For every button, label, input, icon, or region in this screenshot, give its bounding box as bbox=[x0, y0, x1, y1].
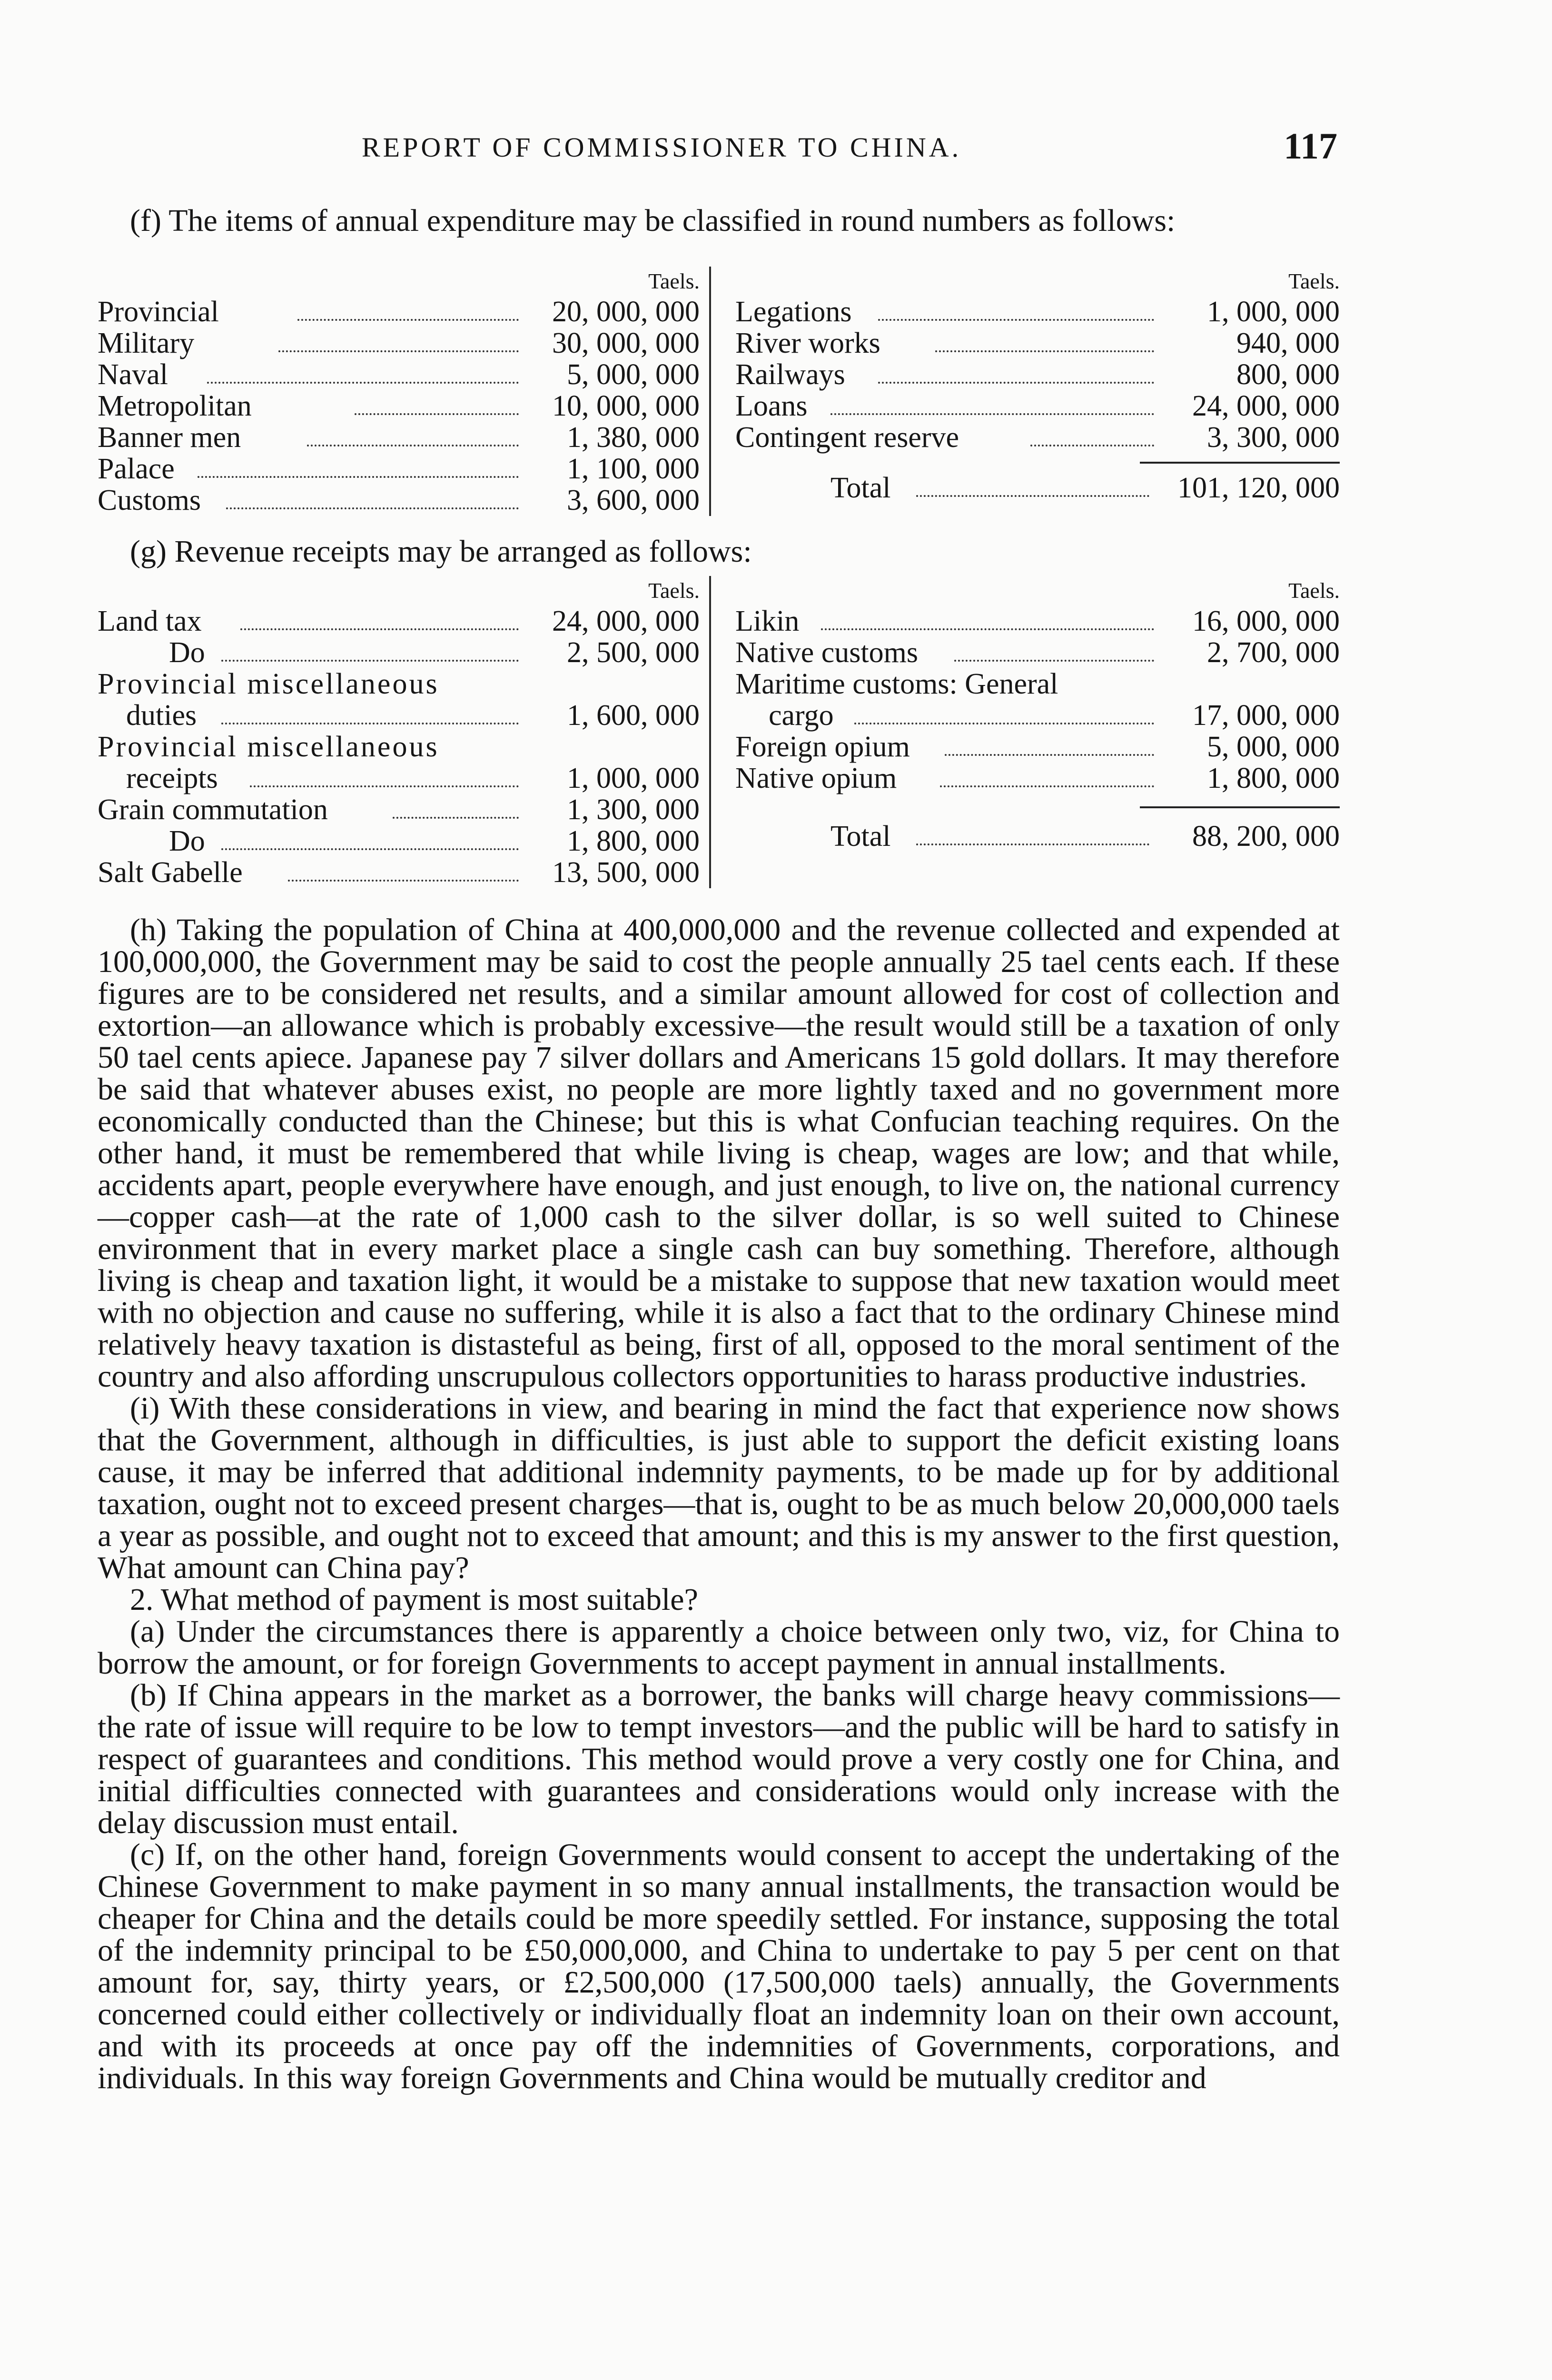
row-value: 16, 000, 000 bbox=[1192, 605, 1340, 637]
body-text bbox=[98, 914, 1340, 2094]
paragraph-b: (b) If China appears in the market as a borrower, the banks will charge heavy commissions—the rate of issue will require to be low to tempt investors—and the public will be hard to satisfy in respect of guarantees and conditions. This method would prove a very costly one for China, and initial difficulties connected with guarantees and considerations would only increase with the delay discussion must entail. bbox=[98, 1678, 1340, 1840]
unit-label: Taels. bbox=[648, 578, 700, 603]
row-label: Contingent reserve bbox=[735, 421, 959, 454]
row-label: Grain commutation bbox=[98, 793, 328, 826]
table-row bbox=[735, 763, 1340, 794]
row-label: Foreign opium bbox=[735, 731, 910, 763]
row-value: 940, 000 bbox=[1236, 327, 1340, 359]
paragraph-a: (a) Under the circumstances there is apparently a choice between only two, viz, for China to borrow the amount, or for foreign Governments to accept payment in annual installments. bbox=[98, 1614, 1340, 1681]
total-label: Total bbox=[830, 820, 891, 853]
row-value: 5, 000, 000 bbox=[1207, 731, 1340, 763]
table-row bbox=[98, 296, 709, 327]
row-label: duties bbox=[126, 699, 197, 732]
table-row bbox=[735, 390, 1340, 422]
table-row bbox=[735, 605, 1340, 637]
table-row bbox=[98, 857, 709, 888]
row-label: Salt Gabelle bbox=[98, 856, 243, 889]
table-row bbox=[98, 485, 709, 516]
row-label: Provincial bbox=[98, 296, 219, 328]
paragraph-c: (c) If, on the other hand, foreign Governments would consent to accept the undertaking of the Chinese Government to make payment in so many annual installments, the transaction would be cheaper for China and the details could be more speedily settled. For instance, supposing the total of the indemnity principal to be £50,000,000, and China to undertake to pay 5 per cent on that amount for, say, thirty years, or £2,500,000 (17,500,000 taels) annually, the Governments concerned could either collectively or individually float an indemnity loan on their own account, and with its proceeds at once pay off the indemnities of Governments, corporations, and individuals. In this way foreign Governments and China would be mutually creditor and bbox=[98, 1837, 1340, 2095]
row-label: Loans bbox=[735, 390, 808, 422]
row-value: 2, 700, 000 bbox=[1207, 636, 1340, 669]
row-value: 24, 000, 000 bbox=[1192, 390, 1340, 422]
row-label: cargo bbox=[769, 699, 834, 732]
table-row bbox=[735, 700, 1340, 731]
row-value: 2, 500, 000 bbox=[567, 636, 700, 669]
row-label: Provincial miscellaneous bbox=[98, 731, 439, 763]
question-2: 2. What method of payment is most suitable? bbox=[130, 1582, 698, 1617]
table-row bbox=[735, 637, 1340, 668]
row-value: 1, 300, 000 bbox=[567, 793, 700, 826]
running-head: REPORT OF COMMISSIONER TO CHINA. bbox=[362, 132, 962, 163]
row-value: 1, 800, 000 bbox=[567, 825, 700, 857]
total-row bbox=[735, 472, 1340, 504]
table-row bbox=[735, 327, 1340, 359]
table-row bbox=[98, 668, 709, 700]
row-label: River works bbox=[735, 327, 880, 359]
table-row bbox=[98, 637, 709, 668]
row-label: Do bbox=[169, 825, 205, 857]
table-row bbox=[735, 668, 1340, 700]
table-row bbox=[98, 327, 709, 359]
total-value: 101, 120, 000 bbox=[1177, 472, 1340, 504]
table-row bbox=[98, 825, 709, 857]
row-value: 10, 000, 000 bbox=[552, 390, 700, 422]
row-value: 800, 000 bbox=[1236, 358, 1340, 391]
row-value: 1, 800, 000 bbox=[1207, 762, 1340, 794]
table-row bbox=[98, 794, 709, 825]
table-row bbox=[98, 731, 709, 763]
paragraph-h: (h) Taking the population of China at 400,000,000 and the revenue collected and expended at 100,000,000, the Government may be said to cost the people annually 25 tael cents each. If these figures are to be considered net results, and a similar amount allowed for cost of collection and extortion—an allowance which is probably excessive—the result would still be a taxation of only 50 tael cents apiece. Japanese pay 7 silver dollars and Americans 15 gold dollars. It may therefore be said that whatever abuses exist, no people are more lightly taxed and no government more economically conducted than the Chinese; but this is what Confucian teaching requires. On the other hand, it must be remembered that while living is cheap, wages are low; and that while, accidents apart, people everywhere have enough, and just enough, to live on, the national currency—copper cash—at the rate of 1,000 cash to the silver dollar, is so well suited to Chinese environment that in every market place a single cash can buy something. Therefore, although living is cheap and taxation light, it would be a mistake to suppose that new taxation would meet with no objection and cause no suffering, while it is also a fact that to the ordinary Chinese mind relatively heavy taxation is distasteful as being, first of all, opposed to the moral sentiment of the country and also affording unscrupulous collectors opportunities to harass productive industries. bbox=[98, 912, 1340, 1394]
row-label: Legations bbox=[735, 296, 852, 328]
total-label: Total bbox=[830, 472, 891, 504]
row-label: Land tax bbox=[98, 605, 202, 637]
row-label: Naval bbox=[98, 358, 168, 391]
table-row bbox=[98, 763, 709, 794]
row-label: Banner men bbox=[98, 421, 241, 454]
row-value: 1, 000, 000 bbox=[567, 762, 700, 794]
section-f-intro bbox=[98, 205, 1340, 237]
row-value: 1, 000, 000 bbox=[1207, 296, 1340, 328]
row-label: Likin bbox=[735, 605, 800, 637]
total-value: 88, 200, 000 bbox=[1192, 820, 1340, 853]
section-g-intro-text: (g) Revenue receipts may be arranged as follows: bbox=[130, 534, 752, 569]
table-row bbox=[735, 731, 1340, 763]
table-row bbox=[98, 700, 709, 731]
table-row bbox=[735, 296, 1340, 327]
row-label: Provincial miscellaneous bbox=[98, 668, 439, 700]
revenue-left-column bbox=[98, 576, 711, 888]
row-value: 5, 000, 000 bbox=[567, 358, 700, 391]
row-label: Railways bbox=[735, 358, 845, 391]
row-label: Maritime customs: General bbox=[735, 668, 1058, 700]
section-g-intro bbox=[98, 536, 1340, 567]
expenditure-right-column bbox=[735, 267, 1340, 504]
row-label: Metropolitan bbox=[98, 390, 252, 422]
row-label: Customs bbox=[98, 484, 201, 516]
row-label: Military bbox=[98, 327, 195, 359]
row-label: receipts bbox=[126, 762, 218, 794]
row-label: Native opium bbox=[735, 762, 897, 794]
row-value: 1, 600, 000 bbox=[567, 699, 700, 732]
total-rule bbox=[1140, 806, 1340, 808]
table-row bbox=[735, 359, 1340, 390]
page-header bbox=[95, 125, 1352, 182]
revenue-right-column bbox=[735, 576, 1340, 852]
table-row bbox=[98, 605, 709, 637]
table-row bbox=[98, 390, 709, 422]
revenue-table bbox=[98, 576, 1340, 904]
total-row bbox=[735, 821, 1340, 852]
page-number: 117 bbox=[1284, 125, 1337, 167]
table-row bbox=[98, 359, 709, 390]
row-value: 30, 000, 000 bbox=[552, 327, 700, 359]
expenditure-table bbox=[98, 267, 1340, 524]
unit-label: Taels. bbox=[648, 269, 700, 293]
paragraph-i: (i) With these considerations in view, and bearing in mind the fact that experience now shows that the Government, although in difficulties, is just able to support the deficit existing loans cause, it may be inferred that additional indemnity payments, to be made up for by additional taxation, ought not to exceed present charges—that is, ought to be as much below 20,000,000 taels a year as possible, and ought not to exceed that amount; and this is my answer to the first question, What amount can China pay? bbox=[98, 1391, 1340, 1585]
table-row bbox=[98, 453, 709, 485]
unit-label: Taels. bbox=[1288, 269, 1340, 293]
row-value: 3, 300, 000 bbox=[1207, 421, 1340, 454]
section-f-intro-text: (f) The items of annual expenditure may be classified in round numbers as follows: bbox=[130, 203, 1176, 238]
table-row bbox=[98, 422, 709, 453]
row-value: 13, 500, 000 bbox=[552, 856, 700, 889]
expenditure-left-column bbox=[98, 267, 711, 516]
table-row bbox=[735, 422, 1340, 453]
row-value: 3, 600, 000 bbox=[567, 484, 700, 516]
row-value: 24, 000, 000 bbox=[552, 605, 700, 637]
row-value: 17, 000, 000 bbox=[1192, 699, 1340, 732]
row-label: Native customs bbox=[735, 636, 918, 669]
row-label: Palace bbox=[98, 453, 175, 485]
row-label: Do bbox=[169, 636, 205, 669]
total-rule bbox=[1140, 462, 1340, 464]
row-value: 1, 100, 000 bbox=[567, 453, 700, 485]
row-value: 1, 380, 000 bbox=[567, 421, 700, 454]
unit-label: Taels. bbox=[1288, 578, 1340, 603]
row-value: 20, 000, 000 bbox=[552, 296, 700, 328]
